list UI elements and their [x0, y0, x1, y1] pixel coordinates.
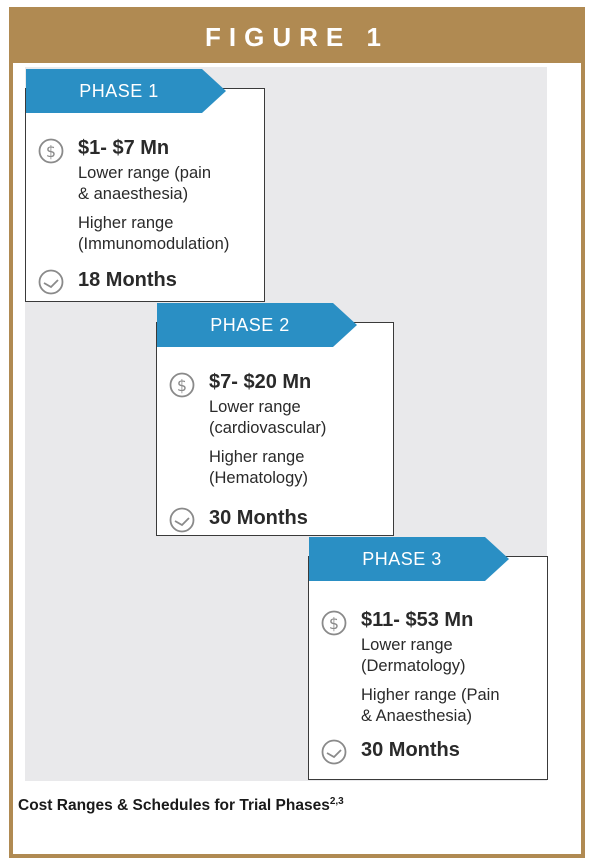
phase-card-1 — [25, 81, 265, 302]
cost-amount-3: $11- $53 Mn — [361, 609, 474, 631]
duration-2: 30 Months — [209, 507, 308, 529]
svg-text:$: $ — [176, 376, 188, 395]
duration-3: 30 Months — [361, 739, 460, 761]
phase-label-1: PHASE 1 — [79, 81, 159, 101]
lower-range-2a: Lower range — [209, 398, 301, 416]
phase-tab-2 — [157, 303, 357, 347]
higher-range-2b: (Hematology) — [209, 469, 309, 487]
higher-range-1a: Higher range — [78, 214, 174, 232]
svg-text:$: $ — [328, 614, 340, 633]
dollar-circle-icon — [321, 610, 347, 636]
figure-title: FIGURE 1 — [13, 11, 581, 63]
clock-icon — [38, 269, 64, 295]
lower-range-2b: (cardiovascular) — [209, 419, 327, 437]
lower-range-3a: Lower range — [361, 636, 453, 654]
caption-text: Cost Ranges & Schedules for Trial Phases — [18, 797, 330, 815]
lower-range-1a: Lower range (pain — [78, 164, 211, 182]
phase-tab-1 — [26, 69, 226, 113]
higher-range-3a: Higher range (Pain — [361, 686, 500, 704]
lower-range-3b: (Dermatology) — [361, 657, 466, 675]
phase-tab-3 — [309, 537, 509, 581]
higher-range-3b: & Anaesthesia) — [361, 707, 472, 725]
clock-icon — [169, 507, 195, 533]
cost-amount-2: $7- $20 Mn — [209, 371, 312, 393]
caption-superscript: 2,3 — [329, 796, 344, 807]
higher-range-1b: (Immunomodulation) — [78, 235, 230, 253]
clock-icon — [321, 739, 347, 765]
phase-label-2: PHASE 2 — [210, 315, 290, 335]
lower-range-1b: & anaesthesia) — [78, 185, 189, 203]
higher-range-2a: Higher range — [209, 448, 305, 466]
duration-1: 18 Months — [78, 269, 177, 291]
svg-text:$: $ — [45, 142, 57, 161]
figure-caption — [18, 796, 344, 815]
phase-card-3 — [308, 549, 548, 780]
dollar-circle-icon — [169, 372, 195, 398]
phase-label-3: PHASE 3 — [362, 549, 442, 569]
phase-card-2 — [156, 315, 394, 536]
cost-amount-1: $1- $7 Mn — [78, 137, 170, 159]
dollar-circle-icon — [38, 138, 64, 164]
